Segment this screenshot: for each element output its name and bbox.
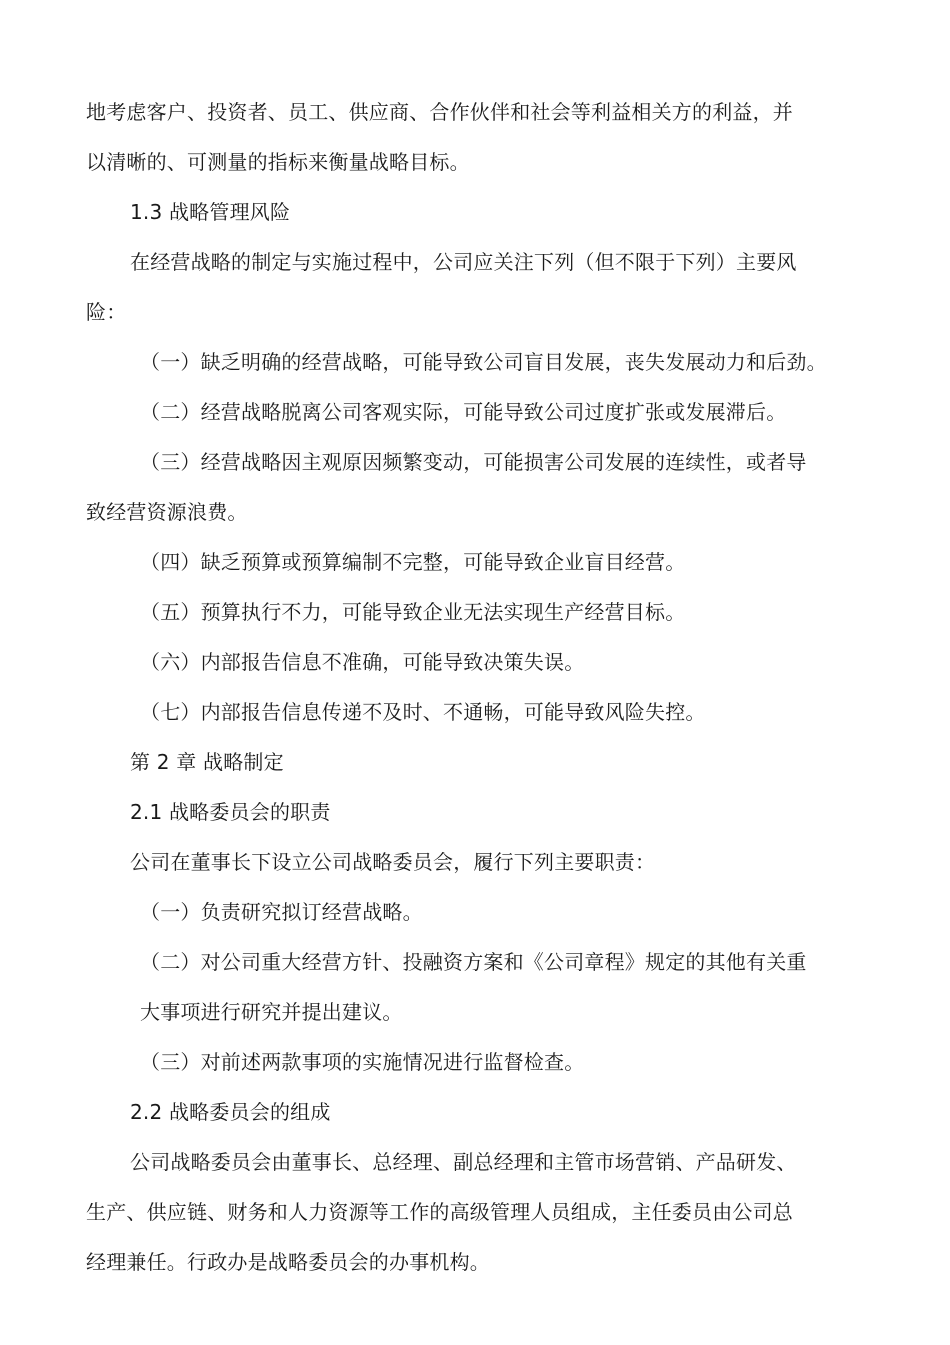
section-heading: 2.1 战略委员会的职责 — [130, 800, 331, 824]
paragraph-line: 公司在董事长下设立公司战略委员会，履行下列主要职责： — [130, 850, 656, 874]
list-item: （四）缺乏预算或预算编制不完整，可能导致企业盲目经营。 — [140, 550, 686, 574]
list-item: （五）预算执行不力，可能导致企业无法实现生产经营目标。 — [140, 600, 686, 624]
paragraph-line: 在经营战略的制定与实施过程中，公司应关注下列（但不限于下列）主要风 — [130, 250, 797, 274]
list-item-continuation: 致经营资源浪费。 — [86, 500, 248, 524]
paragraph-line: 生产、供应链、财务和人力资源等工作的高级管理人员组成，主任委员由公司总 — [86, 1200, 793, 1224]
list-item: （六）内部报告信息不准确，可能导致决策失误。 — [140, 650, 585, 674]
section-heading: 2.2 战略委员会的组成 — [130, 1100, 331, 1124]
list-item: （一）缺乏明确的经营战略，可能导致公司盲目发展，丧失发展动力和后劲。 — [140, 350, 827, 374]
list-item: （一）负责研究拟订经营战略。 — [140, 900, 423, 924]
section-heading: 1.3 战略管理风险 — [130, 200, 291, 224]
paragraph-line: 以清晰的、可测量的指标来衡量战略目标。 — [86, 150, 470, 174]
list-item: （七）内部报告信息传递不及时、不通畅，可能导致风险失控。 — [140, 700, 706, 724]
paragraph-line: 经理兼任。行政办是战略委员会的办事机构。 — [86, 1250, 490, 1274]
list-item: （三）经营战略因主观原因频繁变动，可能损害公司发展的连续性，或者导 — [140, 450, 807, 474]
chapter-heading: 第 2 章 战略制定 — [130, 750, 284, 774]
list-item-continuation: 大事项进行研究并提出建议。 — [140, 1000, 403, 1024]
list-item: （三）对前述两款事项的实施情况进行监督检查。 — [140, 1050, 585, 1074]
list-item: （二）经营战略脱离公司客观实际，可能导致公司过度扩张或发展滞后。 — [140, 400, 787, 424]
paragraph-line: 公司战略委员会由董事长、总经理、副总经理和主管市场营销、产品研发、 — [130, 1150, 797, 1174]
list-item: （二）对公司重大经营方针、投融资方案和《公司章程》规定的其他有关重 — [140, 950, 807, 974]
paragraph-line: 险： — [86, 300, 127, 324]
paragraph-line: 地考虑客户、投资者、员工、供应商、合作伙伴和社会等利益相关方的利益，并 — [86, 100, 793, 124]
